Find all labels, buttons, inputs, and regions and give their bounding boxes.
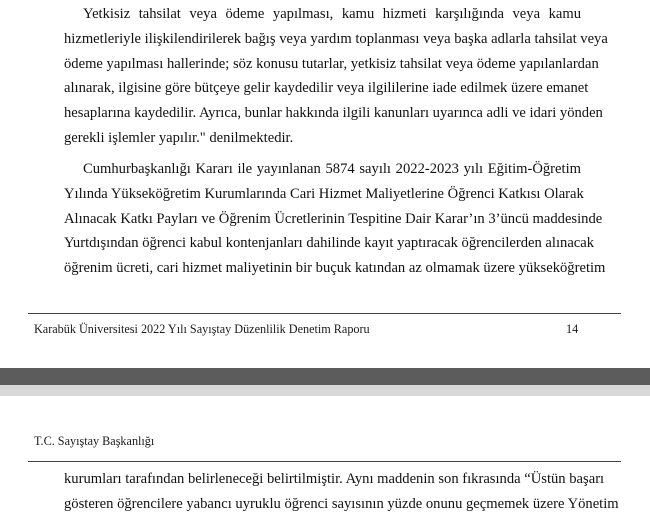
text-line: gösteren öğrencilere yabancı uyruklu öğrenci sayısının yüzde onunu geçmemek üzere Yönetim bbox=[64, 495, 619, 512]
header-divider bbox=[28, 461, 621, 462]
footer-divider bbox=[28, 313, 621, 314]
paragraph-yetkisiz-tahsilat bbox=[64, 2, 608, 151]
text-line: hesaplarına kaydedilir. Ayrıca, bunlar hakkında ilgili kanunları uyarınca adli ve idari yönden bbox=[64, 105, 603, 122]
text-line-content: Cumhurbaşkanlığı Kararı ile yayınlanan 5874 sayılı 2022-2023 yılı Eğitim-Öğretim bbox=[83, 161, 581, 177]
page-number: 14 bbox=[566, 322, 579, 336]
text-line: gerekli işlemler yapılır." denilmektedir. bbox=[64, 129, 294, 146]
paragraph-cumhurbaskanligi-karari bbox=[64, 157, 606, 281]
text-line: hizmetleriyle ilişkilendirilerek bağış veya yardım toplanması veya başka adlarla tahsilat veya bbox=[64, 30, 608, 47]
footer-report-title: Karabük Üniversitesi 2022 Yılı Sayıştay Düzenlilik Denetim Raporu bbox=[34, 322, 370, 336]
text-line: kurumları tarafından belirleneceği belirtilmiştir. Aynı maddenin son fıkrasında “Üstün başarı bbox=[64, 471, 605, 487]
text-line: Yılında Yükseköğretim Kurumlarında Cari Hizmet Maliyetlerine Öğrenci Katkısı Olarak bbox=[64, 185, 584, 202]
text-line: öğrenim ücreti, cari hizmet maliyetinin bir buçuk katından az olmamak üzere yükseköğretim bbox=[64, 260, 606, 277]
header-institution: T.C. Sayıştay Başkanlığı bbox=[34, 434, 155, 448]
text-line: ödeme yapılması hallerinde; söz konusu tutarlar, yetkisiz tahsilat veya ödeme yapılanlardan bbox=[64, 55, 599, 72]
paragraph-continuation bbox=[64, 467, 619, 517]
text-line bbox=[64, 157, 581, 182]
text-line: Yurtdışından öğrenci kabul kontenjanları dahilinde kayıt yaptıracak öğrencilerden alınacak bbox=[64, 235, 595, 252]
text-line: alınarak, ilgisine göre bütçeye gelir kaydedilir veya ilgililerine iade edilmek üzere emanet bbox=[64, 80, 589, 97]
text-line: Alınacak Katkı Payları ve Öğrenim Ücretlerinin Tespitine Dair Karar’ın 3’üncü maddesinde bbox=[64, 210, 603, 227]
text-line-content: Yetkisiz tahsilat veya ödeme yapılması, kamu hizmeti karşılığında veya kamu bbox=[83, 6, 581, 22]
text-line bbox=[64, 2, 581, 27]
page-separator-edge bbox=[0, 368, 650, 385]
